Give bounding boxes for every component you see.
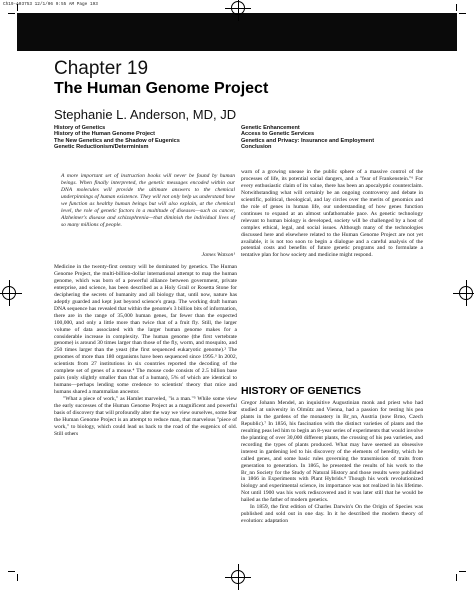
body-paragraph: Medicine in the twenty-first century will be dominated by genetics. The Human Genome Project, the multi-billion-dollar international attempt to map the human genome, which was born of a powerful alliance between government, private enterprise, and science, has been described as a Holy Grail or Rosetta Stone for deciphering the secrets of humanity and all biology that, until now, nature has adeptly guarded and kept just beyond science's grasp. The working draft human DNA sequence has revealed that within the genome's 3 billion bits of information, there are in the range of 35,000 human genes, far fewer than the expected 100,000, and only a little more than twice that of a fruit fly. Still, the larger volume of data associated with the larger human genome makes for a considerable increase in complexity. The human genome (the first vertebrate genome) is around 30 times larger than those of the fly, worm, and mosquito, and 250 times larger than the yeast (the first sequenced eukaryotic genome).² The genomes of more than 180 organisms have been sequenced since 1995.³ In 2002, scientists from 27 institutions in six countries reported the decoding of the complete set of genes of a mouse.⁴ The mouse code consists of 2.5 billion base pairs (only slightly smaller than that of a human), 5% of which are identical to humans—perhaps lending some credence to scientists' theory that mice and humans shared a mammalian ancestor. (54, 264, 237, 396)
registration-mark-bottom (231, 570, 245, 584)
print-slug: Ch19-A03753 12/1/06 9:55 AM Page 193 (3, 2, 98, 7)
crop-mark-bottom-left-v (17, 574, 18, 581)
body-column-right-bottom (241, 400, 423, 525)
body-paragraph: warn of a growing unease in the public sphere of a massive control of the processes of life, its potential social dangers, and a "fear of Frankenstein."⁶ For every enthusiastic claim of its value, there has been an apocalyptic counterclaim. Notwithstanding what will certainly be an ongoing controversy and debate in scientific, political, theological, and lay circles over the merits of genomics and the role of genes in human life, our understanding of how genes function continues to expand at an almost unfathomable pace. As genetic technology relevant to human biology is developed, society will be challenged by a host of complex ethical, legal, and social issues. Although many of the technologies discussed here and elsewhere related to the Human Genome Project are not yet available, it is not too soon to begin a dialogue and a careful analysis of the potential costs and benefits of future genetic programs and to formulate a tentative plan for how society and medicine might respond. (241, 169, 423, 259)
body-paragraph: In 1859, the first edition of Charles Darwin's On the Origin of Species was published and sold out in one day. In it he described the modern theory of evolution: adaptation (241, 504, 423, 525)
chapter-outline-right (241, 125, 374, 150)
chapter-outline-left (54, 125, 180, 150)
epigraph-attribution: James Watson¹ (201, 252, 235, 258)
registration-mark-top (231, 1, 245, 15)
outline-item: History of Genetics (54, 125, 106, 131)
outline-item: Conclusion (241, 143, 272, 150)
section-heading: HISTORY OF GENETICS (241, 385, 361, 397)
crop-mark-top-left (8, 13, 15, 14)
crop-mark-top-right-v (456, 4, 457, 11)
registration-mark-right (459, 286, 473, 300)
crop-mark-bottom-right (459, 571, 466, 572)
body-column-left (54, 264, 237, 438)
outline-item: Genetic Reductionism/Determinism (54, 143, 149, 150)
header-band (17, 13, 457, 51)
crop-mark-bottom-right-v (456, 574, 457, 581)
crop-mark-bottom-left (8, 571, 15, 572)
chapter-author: Stephanie L. Anderson, MD, JD (54, 107, 237, 122)
registration-mark-left (2, 286, 16, 300)
body-column-right-top (241, 169, 423, 259)
outline-item: The New Genetics and the Shadow of Eugenics (54, 137, 180, 144)
crop-mark-top-left-v (17, 4, 18, 11)
outline-item: History of the Human Genome Project (54, 131, 156, 138)
body-paragraph: Gregor Johann Mendel, an inquisitive Augustinian monk and priest who had studied at university in Olmütz and Vienna, had a passion for testing his pea plants in the gardens of the monastery in Br_nn, Austria (now Brno, Czech Republic).⁷ In 1856, his fascination with the distinct varieties of plants and the resulting peas led him to begin an 8-year series of experiments that would involve the planting of over 30,000 different plants, the crossing of his pea varieties, and recording the types of plants produced. What may have seemed an obsessive interest in gardening led to his discovery of the elements of heredity, which he called genes, and some basic rules governing the transmission of traits from generation to generation. In 1865, he presented the results of his work to the Br_nn Society for the Study of Natural History and those results were published in 1866 in Experiments with Plant Hybrids.⁸ Though his work revolutionized biology and experimental science, its importance was not realized in his lifetime. Not until 1900 was his work rediscovered and it was later still that he would be hailed as the father of modern genetics. (241, 400, 423, 504)
outline-item: Genetic Enhancement (241, 125, 300, 131)
outline-item: Access to Genetic Services (241, 131, 315, 138)
body-paragraph: "What a piece of work," as Hamlet marveled, "is a man."⁵ While some view the early successes of the Human Genome Project as a magnificent and powerful basis of discovery that will profoundly alter the way we view ourselves, some fear the Human Genome Project is an attempt to reduce man, that marvelous "piece of work," to biology, which could lead us back to the road of the eugenics of old. Still others (54, 396, 237, 437)
outline-item: Genetics and Privacy: Insurance and Employment (241, 137, 375, 144)
chapter-title: The Human Genome Project (54, 80, 269, 97)
crop-mark-top-right (459, 13, 466, 14)
chapter-label: Chapter 19 (54, 58, 149, 79)
epigraph-quote: A more important set of instruction books will never be found by human beings. When finally interpreted, the genetic messages encoded within our DNA molecules will provide the ultimate answers to the chemical underpinnings of human existence. They will not only help us understand how we function as healthy human beings but will also explain, at the chemical level, the role of genetic factors in a multitude of diseases—such as cancer, Alzheimer's disease and schizophrenia—that diminish the individual lives of so many millions of people. (61, 173, 235, 228)
